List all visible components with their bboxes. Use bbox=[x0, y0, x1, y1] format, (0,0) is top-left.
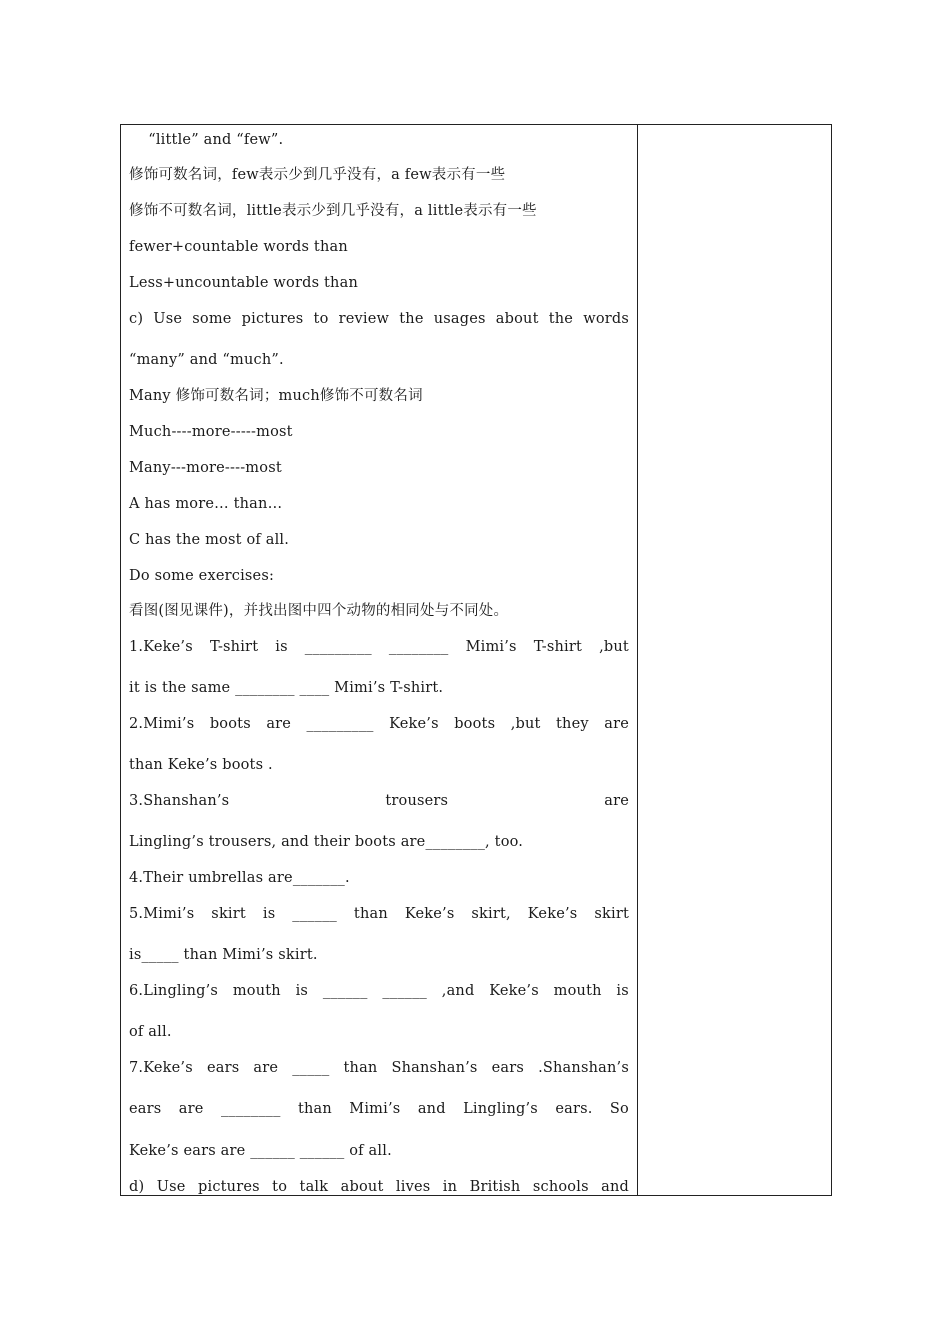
word: is bbox=[262, 906, 276, 922]
text-line-9: Much----more-----most bbox=[129, 424, 293, 440]
word: T-shirt bbox=[533, 639, 583, 655]
text-line-25: of all. bbox=[129, 1024, 172, 1040]
word: Lingling’s bbox=[463, 1101, 538, 1117]
text-line-19 bbox=[129, 791, 629, 811]
text-line-26 bbox=[129, 1058, 629, 1078]
word: ears. bbox=[555, 1101, 593, 1117]
word: ,but bbox=[599, 639, 629, 655]
word: boots bbox=[209, 716, 251, 732]
word: d) bbox=[129, 1179, 145, 1195]
word: review bbox=[338, 311, 390, 327]
text-line-1: “little” and “few”. bbox=[129, 132, 284, 148]
text-line-12: C has the most of all. bbox=[129, 532, 290, 548]
word: ______ bbox=[292, 906, 337, 922]
text-line-18: than Keke’s boots . bbox=[129, 757, 273, 773]
word: Keke’s bbox=[489, 983, 539, 999]
word: 6.Lingling’s bbox=[129, 983, 219, 999]
word: than bbox=[297, 1101, 332, 1117]
text-line-2: 修饰可数名词，few表示少到几乎没有，a few表示有一些 bbox=[129, 167, 506, 183]
word: are bbox=[266, 716, 292, 732]
word: ears bbox=[206, 1060, 240, 1076]
word: Keke’s bbox=[527, 906, 578, 922]
word: _________ bbox=[304, 639, 372, 655]
word: 3.Shanshan’s bbox=[129, 793, 230, 809]
word: is bbox=[275, 639, 288, 655]
word: ears bbox=[491, 1060, 525, 1076]
text-line-7: “many” and “much”. bbox=[129, 352, 284, 368]
text-line-20: Lingling’s trousers, and their boots are________, too. bbox=[129, 834, 524, 850]
word: in bbox=[442, 1179, 458, 1195]
word: than bbox=[343, 1060, 378, 1076]
word: 5.Mimi’s bbox=[129, 906, 195, 922]
word: ________ bbox=[388, 639, 449, 655]
word: words bbox=[583, 311, 629, 327]
word: skirt bbox=[211, 906, 246, 922]
word: mouth bbox=[553, 983, 602, 999]
word: to bbox=[313, 311, 329, 327]
text-line-17 bbox=[129, 714, 629, 734]
word: lives bbox=[395, 1179, 431, 1195]
text-line-14: 看图(图见课件)，并找出图中四个动物的相同处与不同处。 bbox=[129, 603, 509, 619]
word: c) bbox=[129, 311, 144, 327]
text-line-15 bbox=[129, 637, 629, 657]
word: pictures bbox=[241, 311, 304, 327]
word: .Shanshan’s bbox=[538, 1060, 629, 1076]
word: So bbox=[609, 1101, 629, 1117]
word: is bbox=[616, 983, 629, 999]
word: skirt, bbox=[471, 906, 511, 922]
word: ,and bbox=[441, 983, 475, 999]
word: trousers bbox=[385, 793, 449, 809]
word: 7.Keke’s bbox=[129, 1060, 193, 1076]
text-line-27 bbox=[129, 1099, 629, 1119]
text-line-29 bbox=[129, 1177, 629, 1197]
word: 1.Keke’s bbox=[129, 639, 193, 655]
word: about bbox=[495, 311, 539, 327]
word: than bbox=[353, 906, 388, 922]
word: are bbox=[604, 716, 629, 732]
word: are bbox=[178, 1101, 204, 1117]
word: ________ bbox=[220, 1101, 281, 1117]
text-line-8: Many 修饰可数名词；much修饰不可数名词 bbox=[129, 388, 423, 404]
word: are bbox=[604, 793, 629, 809]
word: is bbox=[295, 983, 309, 999]
text-line-21: 4.Their umbrellas are_______. bbox=[129, 870, 350, 886]
word: about bbox=[340, 1179, 384, 1195]
word: the bbox=[548, 311, 574, 327]
word: usages bbox=[433, 311, 486, 327]
word: the bbox=[399, 311, 424, 327]
text-line-6 bbox=[129, 309, 629, 329]
word: are bbox=[253, 1060, 279, 1076]
text-line-3: 修饰不可数名词，little表示少到几乎没有，a little表示有一些 bbox=[129, 203, 537, 219]
word: Use bbox=[156, 1179, 186, 1195]
text-line-4: fewer+countable words than bbox=[129, 239, 348, 255]
word: ,but bbox=[510, 716, 541, 732]
text-line-10: Many---more----most bbox=[129, 460, 282, 476]
text-line-13: Do some exercises: bbox=[129, 568, 275, 584]
word: ______ bbox=[322, 983, 368, 999]
word: Use bbox=[153, 311, 183, 327]
word: _____ bbox=[292, 1060, 330, 1076]
text-line-22 bbox=[129, 904, 629, 924]
word: schools bbox=[532, 1179, 589, 1195]
word: mouth bbox=[232, 983, 281, 999]
text-line-16: it is the same ________ ____ Mimi’s T-shirt. bbox=[129, 680, 444, 696]
lesson-table bbox=[120, 124, 832, 1196]
word: Mimi’s bbox=[349, 1101, 401, 1117]
word: they bbox=[556, 716, 589, 732]
word: ______ bbox=[382, 983, 428, 999]
word: T-shirt bbox=[209, 639, 259, 655]
word: some bbox=[192, 311, 232, 327]
word: pictures bbox=[198, 1179, 260, 1195]
text-line-23: is_____ than Mimi’s skirt. bbox=[129, 947, 318, 963]
text-line-5: Less+uncountable words than bbox=[129, 275, 358, 291]
word: Shanshan’s bbox=[391, 1060, 478, 1076]
word: _________ bbox=[306, 716, 374, 732]
word: boots bbox=[454, 716, 496, 732]
word: Keke’s bbox=[389, 716, 439, 732]
word: Keke’s bbox=[404, 906, 455, 922]
word: and bbox=[601, 1179, 629, 1195]
text-line-28: Keke’s ears are ______ ______ of all. bbox=[129, 1143, 392, 1159]
word: 2.Mimi’s bbox=[129, 716, 195, 732]
word: to bbox=[272, 1179, 288, 1195]
word: skirt bbox=[594, 906, 629, 922]
word: Mimi’s bbox=[465, 639, 517, 655]
word: British bbox=[469, 1179, 521, 1195]
text-line-11: A has more… than… bbox=[129, 496, 283, 512]
word: and bbox=[417, 1101, 446, 1117]
column-divider bbox=[637, 125, 638, 1195]
word: ears bbox=[129, 1101, 162, 1117]
word: talk bbox=[299, 1179, 329, 1195]
text-line-24 bbox=[129, 981, 629, 1001]
